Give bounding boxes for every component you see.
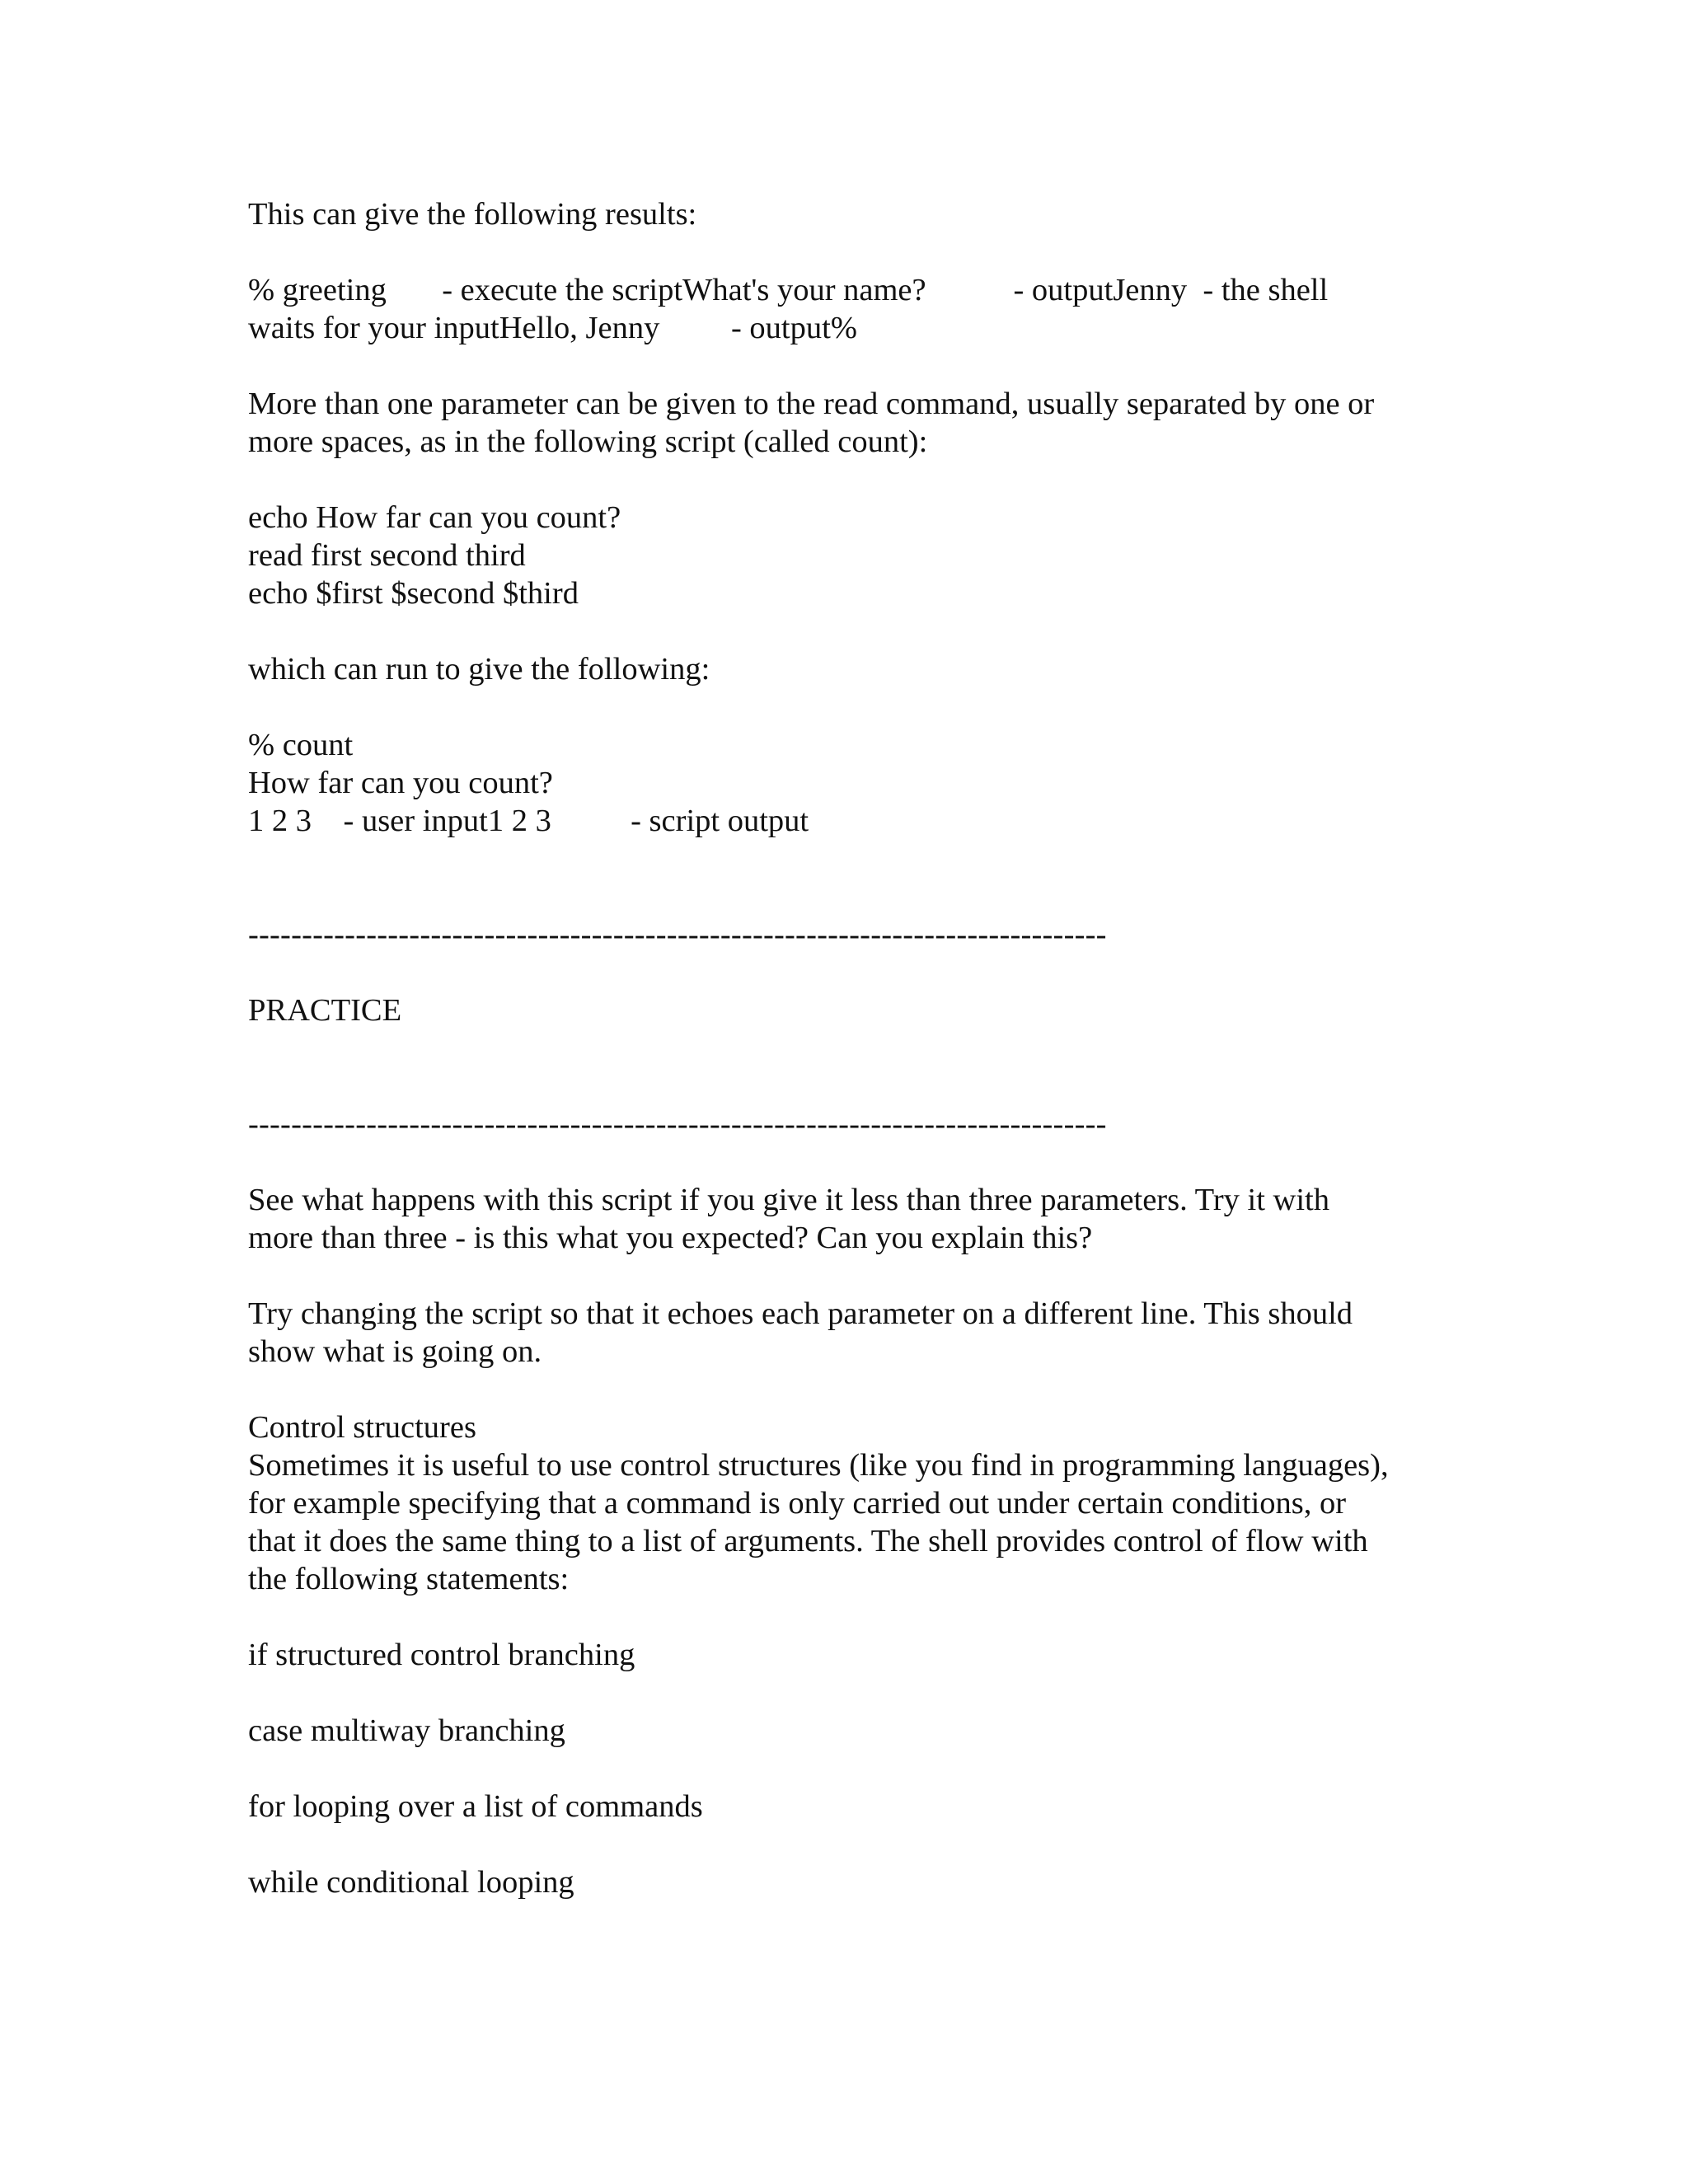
count-script-line-1: echo How far can you count? xyxy=(248,500,621,535)
statement-while xyxy=(248,1863,1451,1901)
separator-rule-top xyxy=(248,916,1451,954)
greeting-example-line-2: waits for your inputHello, Jenny - output% xyxy=(248,311,857,345)
practice-paragraph-1-line-1: See what happens with this script if you give it less than three parameters. Try it with xyxy=(248,1183,1329,1217)
count-output-line-1: % count xyxy=(248,728,354,762)
practice-paragraph-2-line-2: show what is going on. xyxy=(248,1334,542,1369)
count-output-line-3: 1 2 3 - user input1 2 3 - script output xyxy=(248,804,809,838)
control-structures-line-2: for example specifying that a command is only carried out under certain conditions, or xyxy=(248,1486,1347,1521)
statement-for xyxy=(248,1788,1451,1825)
control-structures-line-1: Sometimes it is useful to use control structures (like you find in programming languages), xyxy=(248,1448,1389,1483)
read-paragraph-line-1: More than one parameter can be given to the read command, usually separated by one or xyxy=(248,387,1375,421)
run-intro-paragraph xyxy=(248,650,1451,688)
count-script-line-2: read first second third xyxy=(248,538,526,573)
count-script xyxy=(248,499,1451,612)
separator-rule-top-text: -------------------------------------------------------------------------------- xyxy=(248,917,1107,952)
read-paragraph-line-2: more spaces, as in the following script (called count): xyxy=(248,424,928,459)
statement-if xyxy=(248,1636,1451,1674)
statement-for-text: for looping over a list of commands xyxy=(248,1789,703,1824)
control-structures-line-4: the following statements: xyxy=(248,1562,570,1596)
intro-text: This can give the following results: xyxy=(248,197,697,232)
practice-heading-block xyxy=(248,991,1451,1029)
practice-paragraph-2 xyxy=(248,1295,1451,1371)
practice-paragraph-1-line-2: more than three - is this what you expected? Can you explain this? xyxy=(248,1221,1093,1255)
run-intro-text: which can run to give the following: xyxy=(248,652,710,687)
greeting-example xyxy=(248,271,1451,347)
separator-rule-bottom xyxy=(248,1105,1451,1143)
practice-paragraph-2-line-1: Try changing the script so that it echoes each parameter on a different line. This should xyxy=(248,1296,1353,1331)
count-output xyxy=(248,726,1451,840)
control-structures-line-3: that it does the same thing to a list of arguments. The shell provides control of flow with xyxy=(248,1524,1368,1558)
statement-if-text: if structured control branching xyxy=(248,1638,635,1672)
practice-paragraph-1 xyxy=(248,1181,1451,1257)
intro-paragraph xyxy=(248,195,1451,233)
document-body xyxy=(248,195,1451,1939)
statement-while-text: while conditional looping xyxy=(248,1865,574,1900)
control-structures-heading: Control structures xyxy=(248,1410,476,1445)
count-script-line-3: echo $first $second $third xyxy=(248,576,579,611)
separator-rule-bottom-text: -------------------------------------------------------------------------------- xyxy=(248,1107,1107,1141)
read-paragraph xyxy=(248,385,1451,461)
practice-heading: PRACTICE xyxy=(248,993,402,1028)
statement-case xyxy=(248,1712,1451,1750)
count-output-line-2: How far can you count? xyxy=(248,766,553,800)
statement-case-text: case multiway branching xyxy=(248,1713,565,1748)
greeting-example-line-1: % greeting - execute the scriptWhat's your name? - outputJenny - the shell xyxy=(248,273,1329,307)
control-structures-section xyxy=(248,1408,1451,1598)
